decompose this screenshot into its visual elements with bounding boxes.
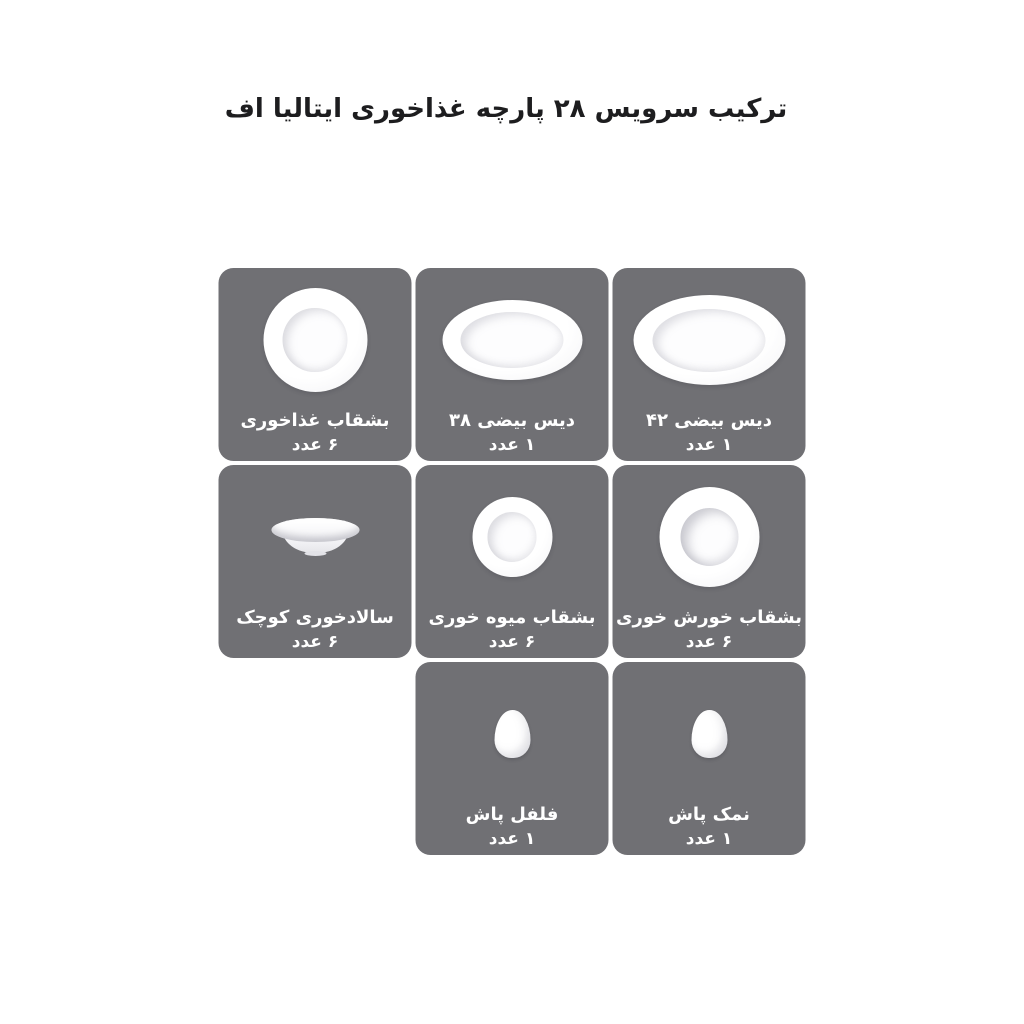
tile-oval-platter-38 <box>416 268 609 461</box>
salt-shaker-icon <box>691 710 727 758</box>
tile-item-name: دیس بیضی ۳۸ <box>449 410 576 431</box>
bowl-foot <box>304 551 326 556</box>
oval-platter-42-icon <box>633 295 785 385</box>
dish-area <box>263 272 367 408</box>
dish-area <box>691 666 727 802</box>
fruit-plate-icon <box>472 497 552 577</box>
tile-item-name: بشقاب غذاخوری <box>240 410 390 431</box>
tile-item-name: نمک پاش <box>668 804 750 825</box>
dish-area <box>659 469 759 605</box>
oval-platter-38-icon <box>442 300 582 380</box>
tile-fruit-plate <box>416 465 609 658</box>
dish-area <box>442 272 582 408</box>
small-salad-bowl-icon <box>271 518 359 556</box>
dish-area <box>472 469 552 605</box>
tile-dinner-plate <box>219 268 412 461</box>
tile-deep-stew-plate <box>613 465 806 658</box>
tile-item-count: ۱ عدد <box>488 435 536 455</box>
tile-item-count: ۱ عدد <box>488 829 536 849</box>
tile-item-count: ۶ عدد <box>488 632 536 652</box>
tile-salt-shaker <box>613 662 806 855</box>
pepper-shaker-icon <box>494 710 530 758</box>
tile-item-name: فلفل پاش <box>465 804 559 825</box>
tile-item-name: سالادخوری کوچک <box>236 607 394 628</box>
tile-item-name: بشقاب خورش خوری <box>616 607 802 628</box>
tile-item-count: ۶ عدد <box>291 632 339 652</box>
tile-item-count: ۱ عدد <box>685 829 733 849</box>
tile-item-name: بشقاب میوه خوری <box>428 607 596 628</box>
dish-area <box>271 469 359 605</box>
tile-item-name: دیس بیضی ۴۲ <box>646 410 773 431</box>
dish-area <box>633 272 785 408</box>
tiles-grid <box>219 268 806 855</box>
page-title: ترکیب سرویس ۲۸ پارچه غذاخوری ایتالیا اف <box>224 94 788 124</box>
tile-item-count: ۶ عدد <box>291 435 339 455</box>
tile-item-count: ۱ عدد <box>685 435 733 455</box>
dish-area <box>494 666 530 802</box>
dinner-plate-icon <box>263 288 367 392</box>
tile-small-salad-bowl <box>219 465 412 658</box>
tile-pepper-shaker <box>416 662 609 855</box>
tile-item-count: ۶ عدد <box>685 632 733 652</box>
bowl-rim <box>271 518 359 542</box>
deep-stew-plate-icon <box>659 487 759 587</box>
tile-oval-platter-42 <box>613 268 806 461</box>
